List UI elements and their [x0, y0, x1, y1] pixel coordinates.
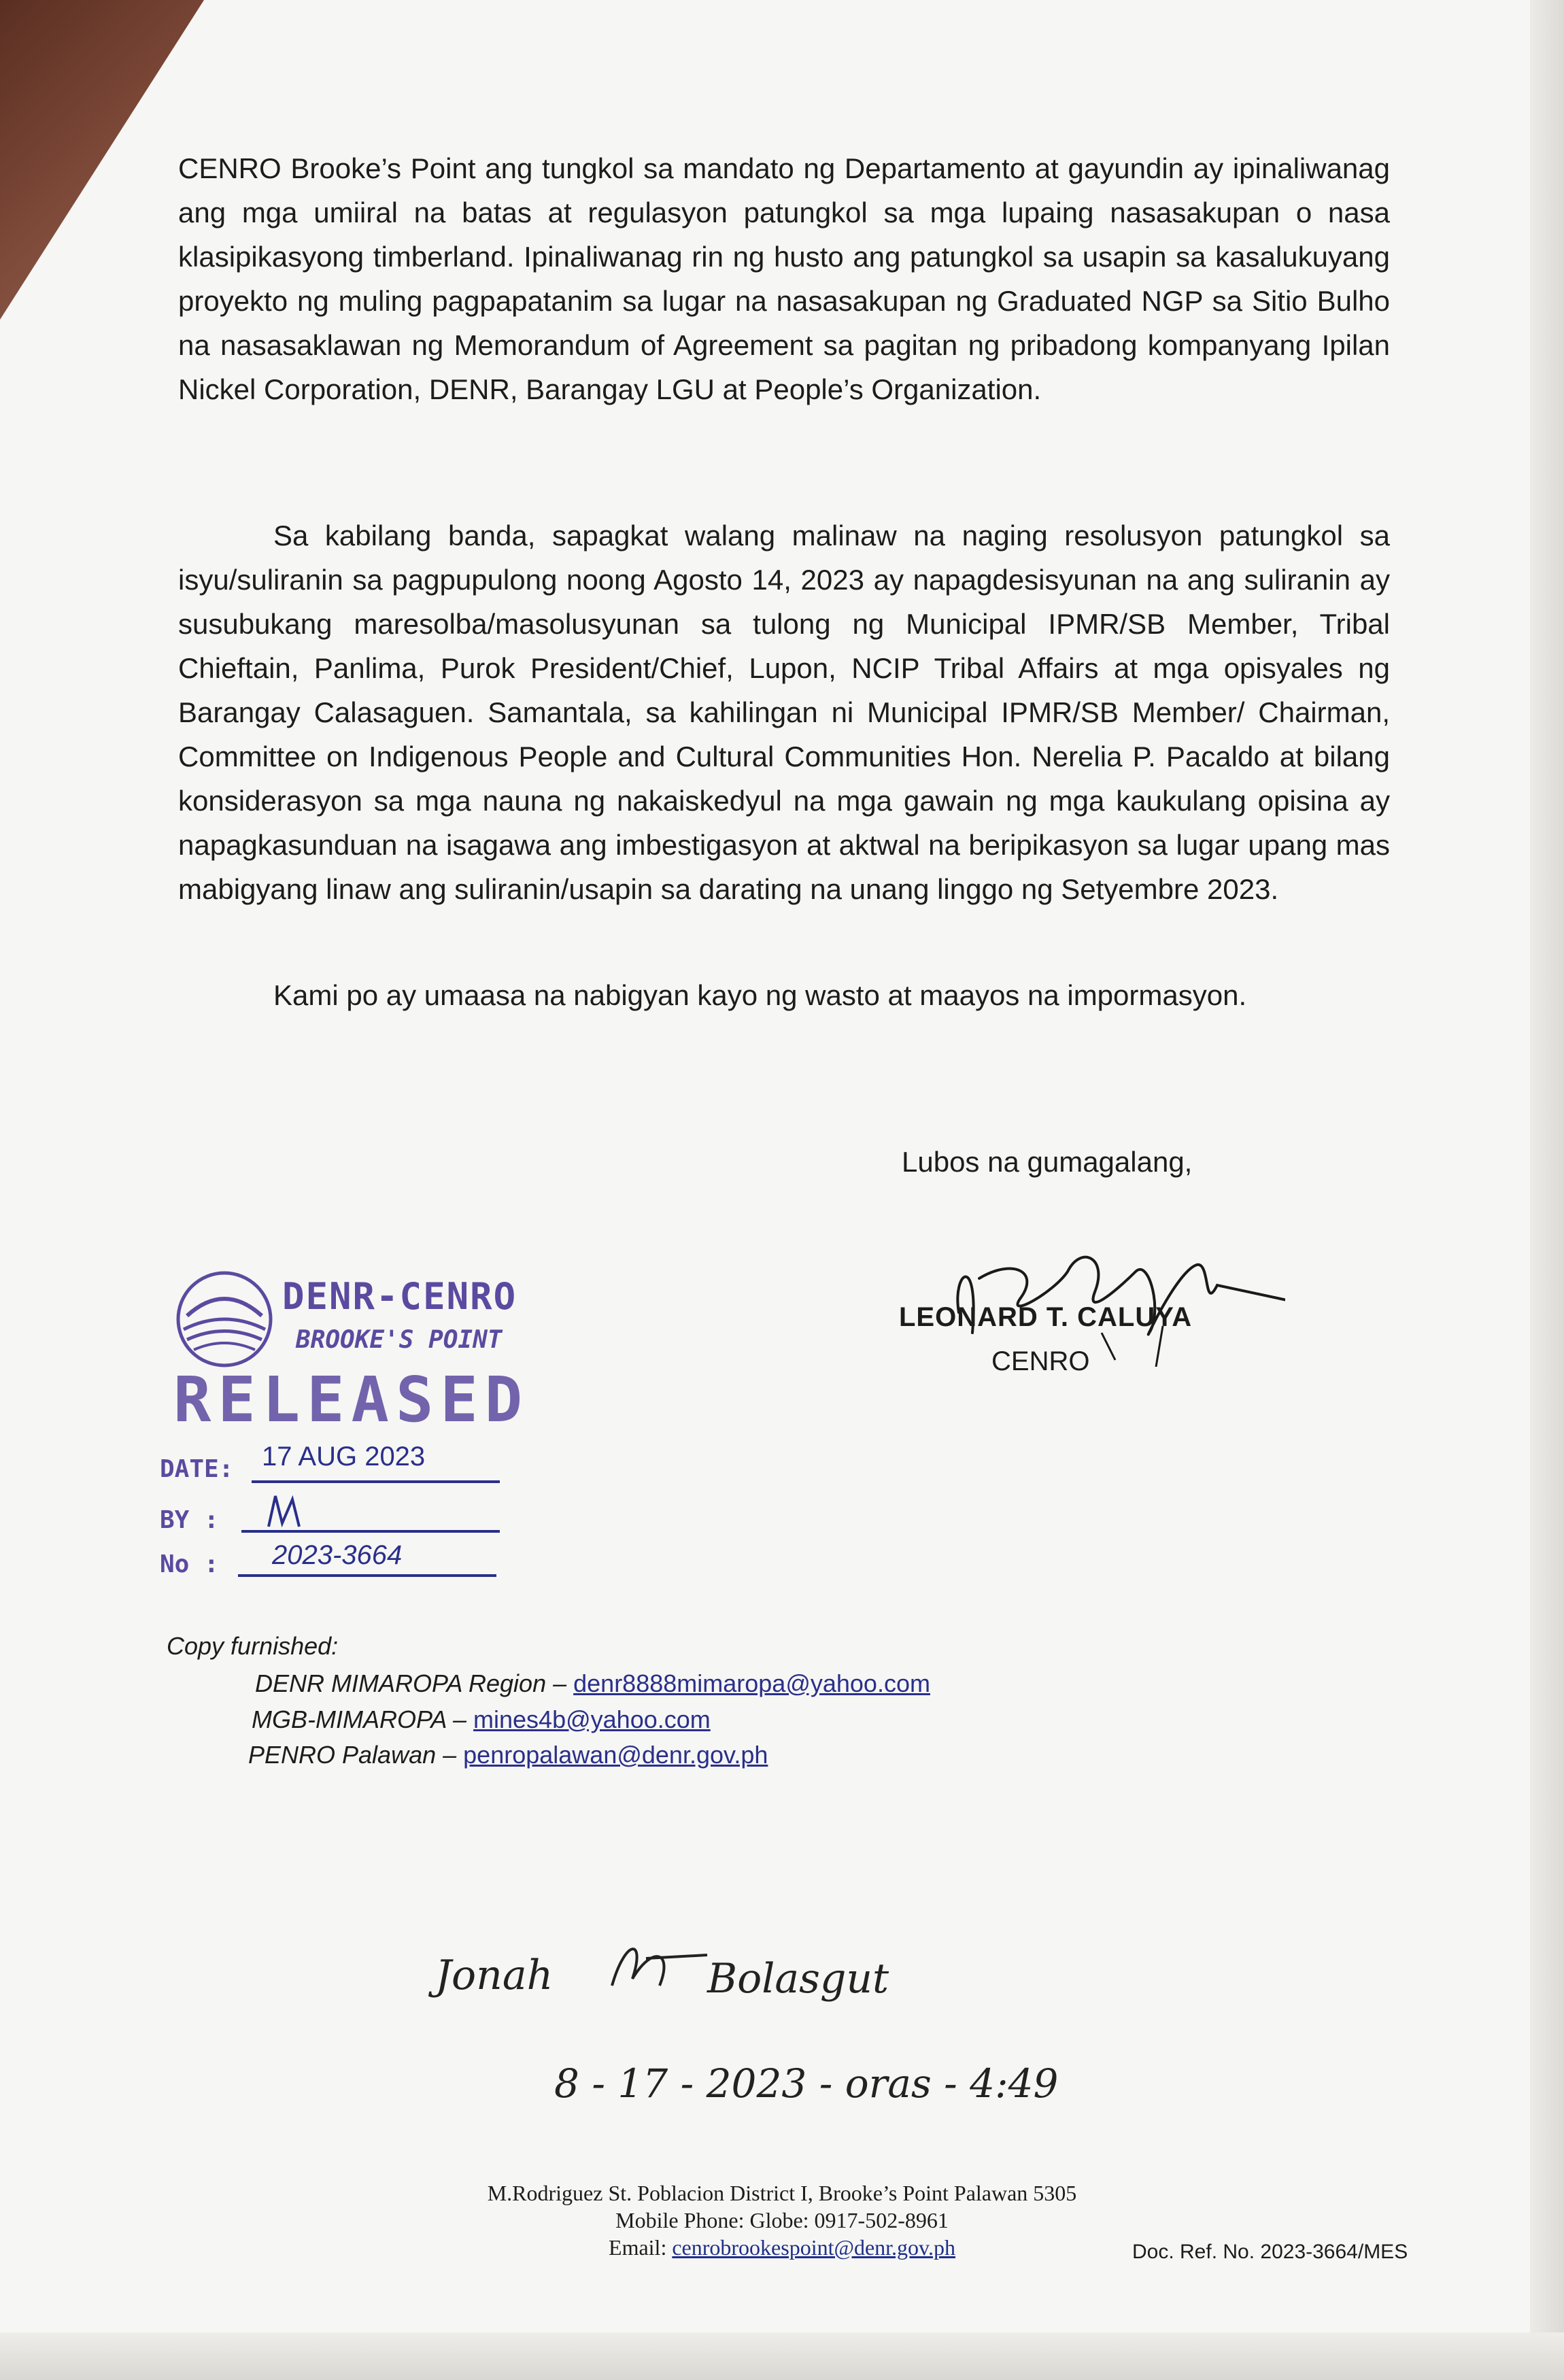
- footer-address: M.Rodriguez St. Poblacion District I, Brooke’s Point Palawan 5305: [487, 2181, 1077, 2205]
- received-by-name: Jonah: [435, 1952, 554, 1999]
- stamp-no-label: No :: [160, 1550, 219, 1578]
- signer-name: LEONARD T. CALUYA: [899, 1302, 1193, 1332]
- letter-paragraph-2: Sa kabilang banda, sapagkat walang malinaw na naging resolusyon patungkol sa isyu/suliranin sa pagpupulong noong Agosto 14, 2023 ay napagdesisyunan na ang suliranin ay susubukang maresolba/masolusyunan sa tulong ng Municipal IPMR/SB Member, Tribal Chieftain, Panlima, Purok President/Chief, Lupon, NCIP Tribal Affairs at mga opisyales ng Barangay Calasaguen. Samantala, sa kahilingan ni Municipal IPMR/SB Member/ Chairman, Committee on Indigenous People and Cultural Communities Hon. Nerelia P. Pacaldo at bilang konsiderasyon sa mga nauna ng nakaiskedyul na mga gawain ng mga kaukulang opisina ay napagkasunduan na isagawa ang imbestigasyon at aktwal na beripikasyon sa lugar upang mas mabigyang linaw ang suliranin/usapin sa darating na unang linggo ng Setyembre 2023.: [178, 520, 1390, 905]
- stamp-by-line: [241, 1530, 500, 1533]
- letter-paragraph-3: Kami po ay umaasa na nabigyan kayo ng wasto at maayos na impormasyon.: [273, 979, 1247, 1011]
- stamp-no-value: 2023-3664: [272, 1540, 403, 1570]
- stamp-org-name: DENR-CENRO: [282, 1275, 517, 1318]
- copy-office: DENR MIMAROPA Region –: [255, 1669, 574, 1697]
- copy-item-mgb: [252, 1705, 711, 1734]
- copy-email-link[interactable]: mines4b@yahoo.com: [473, 1705, 711, 1733]
- doc-reference-number: Doc. Ref. No. 2023-3664/MES: [1132, 2241, 1408, 2263]
- stamp-no-line: [238, 1574, 496, 1577]
- page-edge-shadow: [1530, 0, 1564, 2380]
- received-date-time: 8 - 17 - 2023 - oras - 4:49: [554, 2060, 1059, 2107]
- denr-seal-icon: [173, 1268, 275, 1370]
- signer-title: CENRO: [991, 1346, 1090, 1376]
- complimentary-close: Lubos na gumagalang,: [902, 1146, 1193, 1178]
- copy-email-link[interactable]: penropalawan@denr.gov.ph: [463, 1741, 768, 1769]
- stamp-office-name: BROOKE'S POINT: [296, 1326, 503, 1354]
- copy-furnished-heading: Copy furnished:: [167, 1632, 339, 1660]
- desk-corner-background: [0, 0, 204, 320]
- stamp-date-label: DATE:: [160, 1455, 234, 1483]
- copy-office: MGB-MIMAROPA –: [252, 1705, 474, 1733]
- letter-paragraph-1: CENRO Brooke’s Point ang tungkol sa mandato ng Departamento at gayundin ay ipinaliwanag ang mga umiiral na batas at regulasyon patungkol sa mga lupaing nasasakupan o nasa klasipikasyong timberland. Ipinaliwanag rin ng husto ang patungkol sa usapin sa kasalukuyang proyekto ng muling pagpapatanim sa lugar na nasasakupan ng Graduated NGP sa Sitio Bulho na nasasaklawan ng Memorandum of Agreement sa pagitan ng pribadong kompanyang Ipilan Nickel Corporation, DENR, Barangay LGU at People’s Organization.: [178, 152, 1390, 405]
- signature-mark: [932, 1231, 1285, 1367]
- copy-office: PENRO Palawan –: [248, 1741, 464, 1769]
- received-by-surname: Bolasgut: [707, 1955, 889, 2003]
- received-signature-mark: [605, 1931, 714, 1999]
- stamp-date-line: [252, 1480, 500, 1483]
- copy-email-link[interactable]: denr8888mimaropa@yahoo.com: [573, 1669, 930, 1697]
- page-bottom-edge: [0, 2332, 1564, 2380]
- footer-email-link[interactable]: cenrobrookespoint@denr.gov.ph: [672, 2235, 955, 2260]
- footer-phone: Mobile Phone: Globe: 0917-502-8961: [615, 2208, 949, 2232]
- stamp-initials-mark: [262, 1493, 316, 1533]
- released-stamp: [160, 1261, 530, 1601]
- stamp-status: RELEASED: [173, 1363, 530, 1436]
- copy-item-denr: [255, 1669, 930, 1698]
- footer-email-label: Email:: [609, 2235, 673, 2260]
- stamp-date-value: 17 AUG 2023: [262, 1442, 426, 1472]
- stamp-by-label: BY :: [160, 1506, 219, 1534]
- copy-item-penro: [248, 1741, 768, 1769]
